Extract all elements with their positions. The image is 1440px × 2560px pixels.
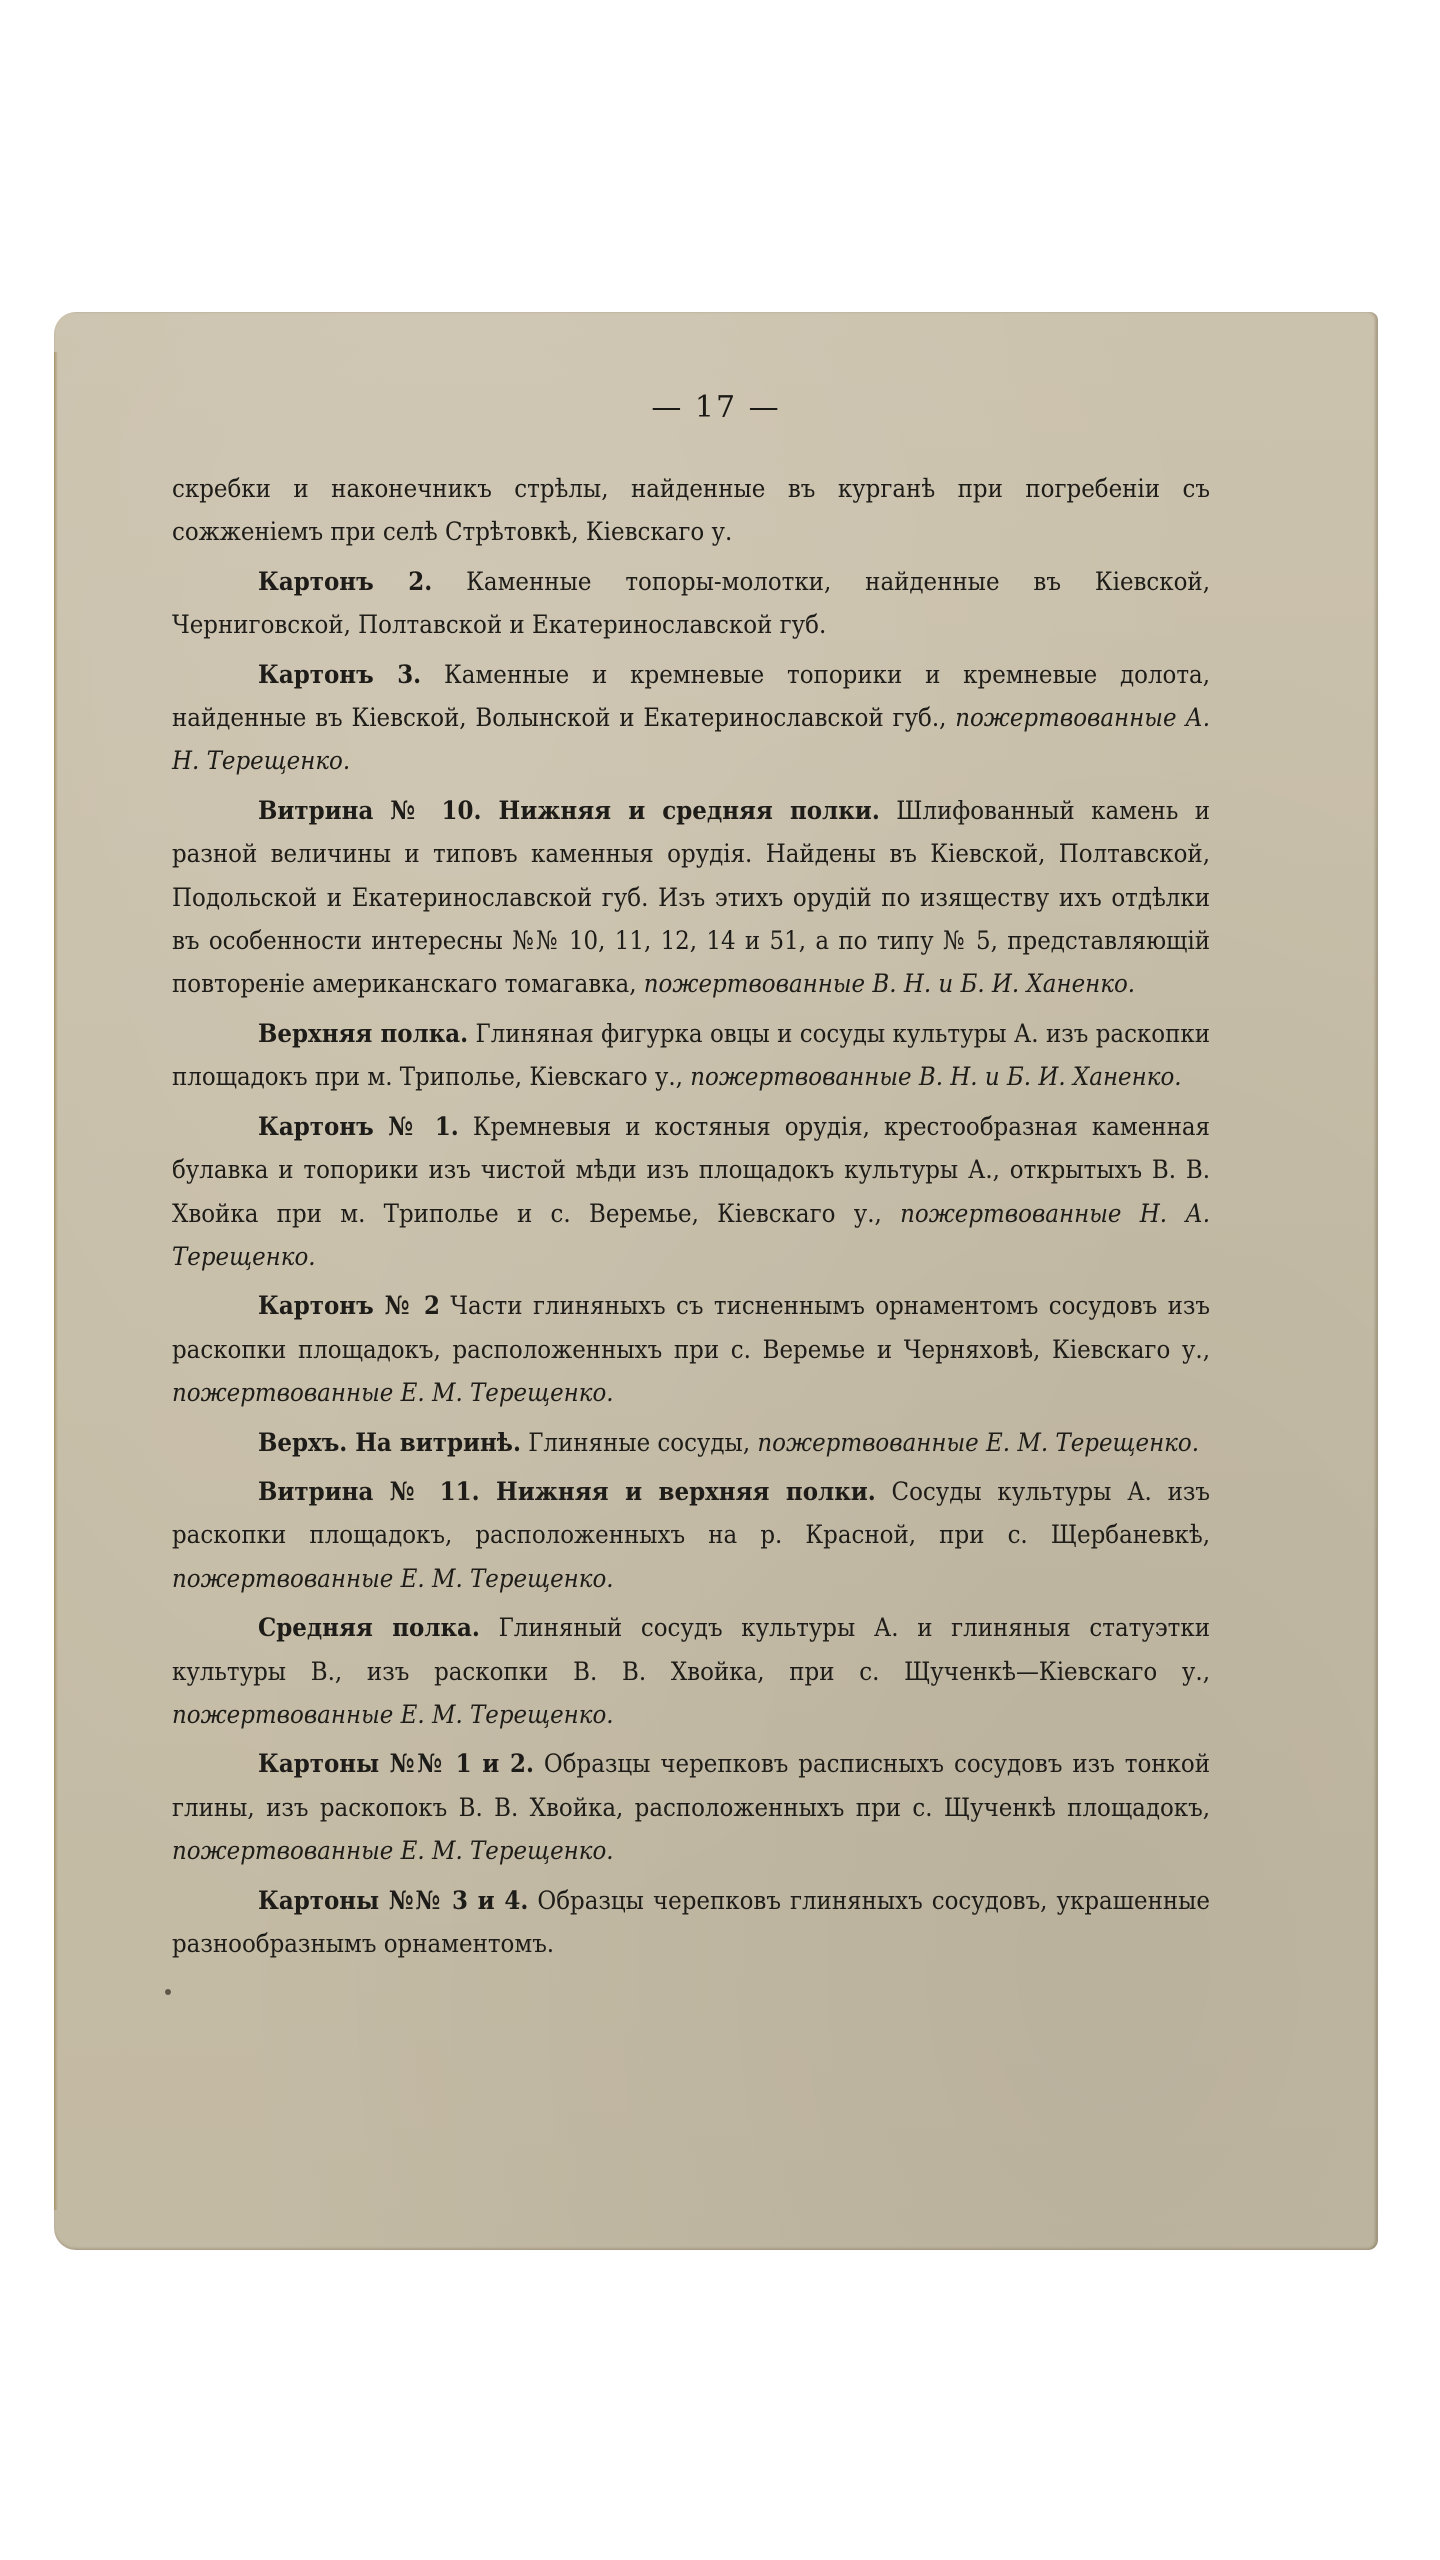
- page-body: [172, 468, 1210, 1972]
- paragraph-text: Сосуды культуры А. изъ раскопки площадокъ, расположенныхъ на р. Красной, при с. Щербаневкѣ,: [172, 1476, 1211, 1551]
- paragraph: [172, 1013, 1210, 1100]
- paragraph: [172, 1880, 1210, 1967]
- page-number: — 17 —: [651, 390, 781, 425]
- paragraph-text: Части глиняныхъ съ тисненнымъ орнаментомъ сосудовъ изъ раскопки площадокъ, расположенныхъ при с. Веремье и Черняховѣ, Кiевскаго у.,: [172, 1291, 1210, 1365]
- paragraph: [172, 1285, 1210, 1415]
- paragraph: [172, 1607, 1210, 1737]
- donor-credit: пожертвованные Е. М. Терещенко.: [172, 1699, 614, 1730]
- paragraph: [172, 790, 1210, 1007]
- paragraph-heading: Картоны №№ 1 и 2.: [258, 1749, 534, 1780]
- paragraph-text: Глиняная фигурка овцы и сосуды культуры А. изъ раскопки площадокъ при м. Триполье, Кiевскаго у.,: [172, 1018, 1210, 1093]
- paragraph-heading: Витрина № 10. Нижняя и средняя полки.: [258, 795, 880, 826]
- book-page: [54, 312, 1378, 2250]
- donor-credit: пожертвованные В. Н. и Б. И. Ханенко.: [690, 1062, 1182, 1093]
- donor-credit: пожертвованные Е. М. Терещенко.: [172, 1836, 614, 1867]
- paragraph-heading: Картонъ 2.: [258, 566, 433, 597]
- donor-credit: пожертвованные Е. М. Терещенко.: [172, 1563, 614, 1594]
- paragraph-text: Кремневыя и костяныя орудiя, крестообразная каменная булавка и топорики изъ чистой мѣди изъ площадокъ культуры А., открытыхъ В. В. Хвойка при м. Триполье и с. Веремье, Кiевскаго у.,: [172, 1111, 1210, 1229]
- donor-credit: пожертвованные В. Н. и Б. И. Ханенко.: [643, 969, 1136, 1000]
- paragraph: [172, 1743, 1210, 1873]
- paragraph: [172, 1106, 1210, 1280]
- paragraph: [172, 468, 1210, 555]
- paragraph: [172, 561, 1210, 648]
- donor-credit: пожертвованные Е. М. Терещенко.: [757, 1427, 1199, 1458]
- paragraph-text: Образцы черепковъ глиняныхъ сосудовъ, украшенные разнообразнымъ орнаментомъ.: [172, 1885, 1211, 1959]
- donor-credit: пожертвованные Е. М. Терещенко.: [172, 1378, 614, 1409]
- donor-credit: пожертвованные Н. А. Терещенко.: [172, 1198, 1211, 1272]
- paragraph-text: Глиняные сосуды,: [520, 1427, 758, 1458]
- paragraph-text: Шлифованный камень и разной величины и типовъ каменныя орудiя. Найдены въ Кiевской, Полтавской, Подольской и Екатеринославской губ. Изъ этихъ орудiй по изяществу ихъ отдѣлки въ особенности интересны №№ 10, 11, 12, 14 и 51, а по типу № 5, представляющiй повторенiе американскаго томагавка,: [172, 795, 1210, 1000]
- paragraph-heading: Верхъ. На витринѣ.: [258, 1427, 521, 1458]
- paragraph-heading: Средняя полка.: [258, 1613, 480, 1644]
- paragraph-heading: Витрина № 11. Нижняя и верхняя полки.: [258, 1476, 876, 1507]
- donor-credit: пожертвованные А. Н. Терещенко.: [172, 703, 1210, 777]
- paragraph: [172, 654, 1210, 784]
- paragraph-heading: Верхняя полка.: [258, 1018, 469, 1049]
- paragraph-heading: Картоны №№ 3 и 4.: [258, 1885, 529, 1916]
- page-edge: [54, 352, 58, 2210]
- paragraph: [172, 1422, 1210, 1465]
- paragraph-text: Каменные и кремневые топорики и кремневые долота, найденные въ Кiевской, Волынской и Екатеринославской губ.,: [172, 659, 1211, 734]
- paragraph-text: скребки и наконечникъ стрѣлы, найденные въ курганѣ при погребенiи съ сожженiемъ при селѣ Стрѣтовкѣ, Кiевскаго у.: [172, 474, 1210, 548]
- paragraph-text: Каменные топоры-молотки, найденные въ Кiевской, Черниговской, Полтавской и Екатеринославской губ.: [172, 566, 1210, 641]
- paragraph-heading: Картонъ № 2: [258, 1291, 440, 1322]
- paragraph-heading: Картонъ 3.: [258, 659, 422, 690]
- paragraph-text: Образцы черепковъ расписныхъ сосудовъ изъ тонкой глины, изъ раскопокъ В. В. Хвойка, расположенныхъ при с. Щученкѣ площадокъ,: [172, 1749, 1210, 1823]
- ink-speck: [165, 1989, 171, 1995]
- paragraph-heading: Картонъ № 1.: [258, 1111, 459, 1142]
- paragraph-text: Глиняный сосудъ культуры А. и глиняныя статуэтки культуры В., изъ раскопки В. В. Хвойка, при с. Щученкѣ—Кiевскаго у.,: [172, 1613, 1210, 1687]
- paragraph: [172, 1471, 1210, 1601]
